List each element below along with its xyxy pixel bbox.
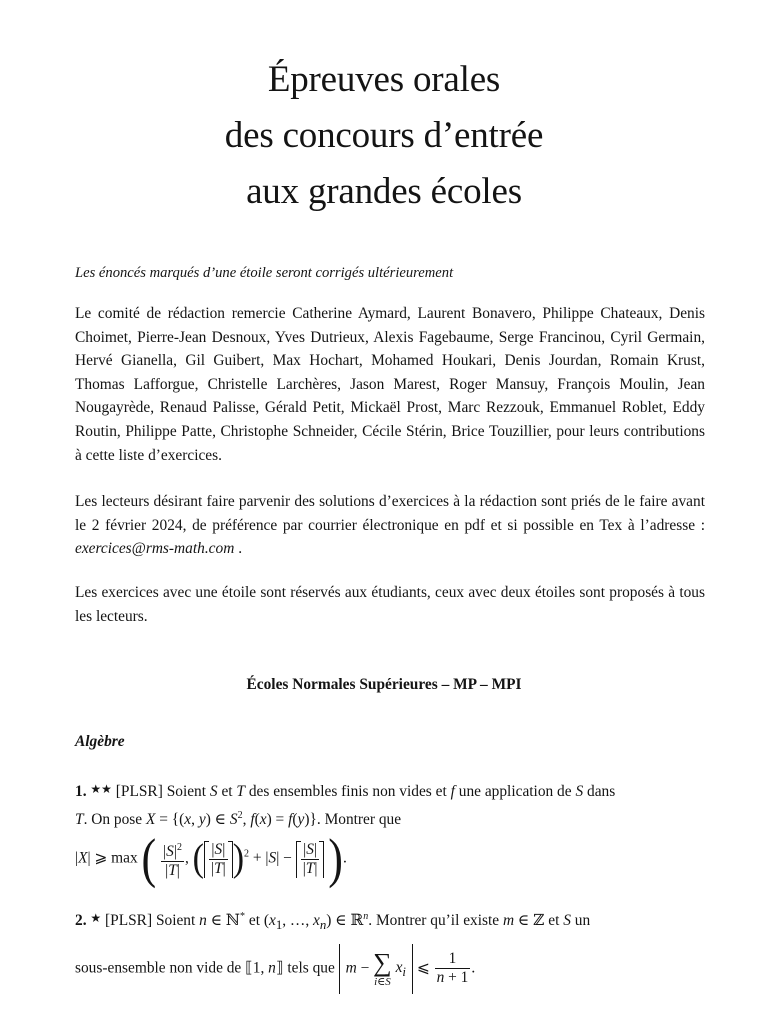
exercise-2-statement [75,905,705,938]
exercise-1-text-2: et [221,783,233,800]
exercise-1-formula: |X| ⩾ max ( $\frac{|S|^2}{|T|}$ , ( $\frac{|S|}{|T|}$ )$^2$ + |S| − $\frac{|S|}{|T|}$ ). [75,828,347,890]
title-line-1: Épreuves orales [267,59,501,100]
math-set-definition: X = {(x, y) ∈ $S^2$, f(x) = f(y)} [146,809,317,828]
exercise-2 [75,905,705,994]
exercise-1-text-7: . Montrer que [316,810,402,828]
exercise-1-text-6: . On pose [83,810,143,828]
exercise-1-text-1: Soient [166,783,207,800]
star-note: Les énoncés marqués d’une étoile seront corrigés ultérieurement [75,265,454,281]
exercise-2-text-6: sous-ensemble non vide de [75,959,242,977]
exercise-2-formula: m − ∑ i∈S $x_i$ [339,944,413,994]
math-T: T [236,783,245,800]
stars-paragraph: Les exercices avec une étoile sont réservés aux étudiants, ceux avec deux étoiles sont proposés à tous les lecteurs. [75,584,705,625]
exercise-2-text-7: tels que [287,959,335,977]
exercise-1-stars: ★★ [90,782,112,796]
readers-text: Les lecteurs désirant faire parvenir des solutions d’exercices à la rédaction sont priés de le faire avant le 2 février 2024, de préférence par courrier électronique en pdf et si possible en Tex à l’adresse : [75,493,705,534]
page-title [0,52,768,220]
exercise-1-tag: [PLSR] [115,783,163,800]
math-m-in-Z: m ∈ ℤ [502,912,545,930]
math-T: T [75,810,84,828]
title-line-3: aux grandes écoles [246,171,522,212]
email-link[interactable]: exercices@rms-math.com [75,540,235,558]
exercise-2-stars: ★ [90,911,102,926]
exercise-2-number: 2. [75,912,87,930]
math-S: S [575,783,584,800]
math-n-in-N: n ∈ ℕ* [199,911,245,930]
exercise-2-line-2: sous-ensemble non vide de ⟦1, n⟧ tels que m − ∑ i∈S $x_i$ ⩽ $\frac{1}{n + 1}$ . [75,944,705,994]
subsection-heading: Algèbre [75,733,125,750]
exercise-2-text-2: et [248,912,260,930]
exercise-1-text-3: des ensembles finis non vides et [248,783,447,800]
exercise-2-text-4: et [548,912,560,930]
math-interval: ⟦1, n⟧ [245,959,284,977]
exercise-2-text-3: . Montrer qu’il existe [368,912,500,930]
math-S: S [209,783,218,800]
exercise-1-number: 1. [75,783,87,800]
acknowledgements-paragraph: Le comité de rédaction remercie Catherine Aymard, Laurent Bonavero, Philippe Chateaux, Denis Choimet, Pierre-Jean Desnoux, Yves Dutrieux, Alexis Fagebaume, Serge Francinou, Cyril Germain, Hervé Gianella, Gil Guibert, Max Hochart, Mohamed Houkari, Denis Jourdan, Romain Krust, Thomas Lafforgue, Christelle Larchères, Jason Marest, Roger Mansuy, François Moulin, Jean Nougayrède, Renaud Palisse, Gérald Petit, Mickaël Prost, Marc Rezzouk, Emmanuel Roblet, Eddy Routin, Philippe Patte, Christophe Schneider, Cécile Stérin, Brice Touzillier, pour leurs contributions à cette liste d’exercices. [75,305,705,464]
section-heading: Écoles Normales Supérieures – MP – MPI [246,676,522,693]
math-f: f [450,783,455,800]
math-tuple: ($x_1$, …, $x_n$) ∈ ℝ$^n$ [263,911,369,933]
exercise-2-text-1: Soient [155,912,196,930]
exercise-2-tag: [PLSR] [105,912,153,930]
readers-paragraph [75,490,705,561]
exercise-2-text-5: un [574,912,591,930]
math-S: S [563,912,571,930]
readers-end: . [238,540,243,558]
exercise-1-text-4: une application de [458,783,572,800]
title-line-2: des concours d’entrée [224,115,544,156]
exercise-1-text-5: dans [587,783,616,800]
exercise-1-statement [75,778,705,831]
exercise-1 [75,778,705,890]
